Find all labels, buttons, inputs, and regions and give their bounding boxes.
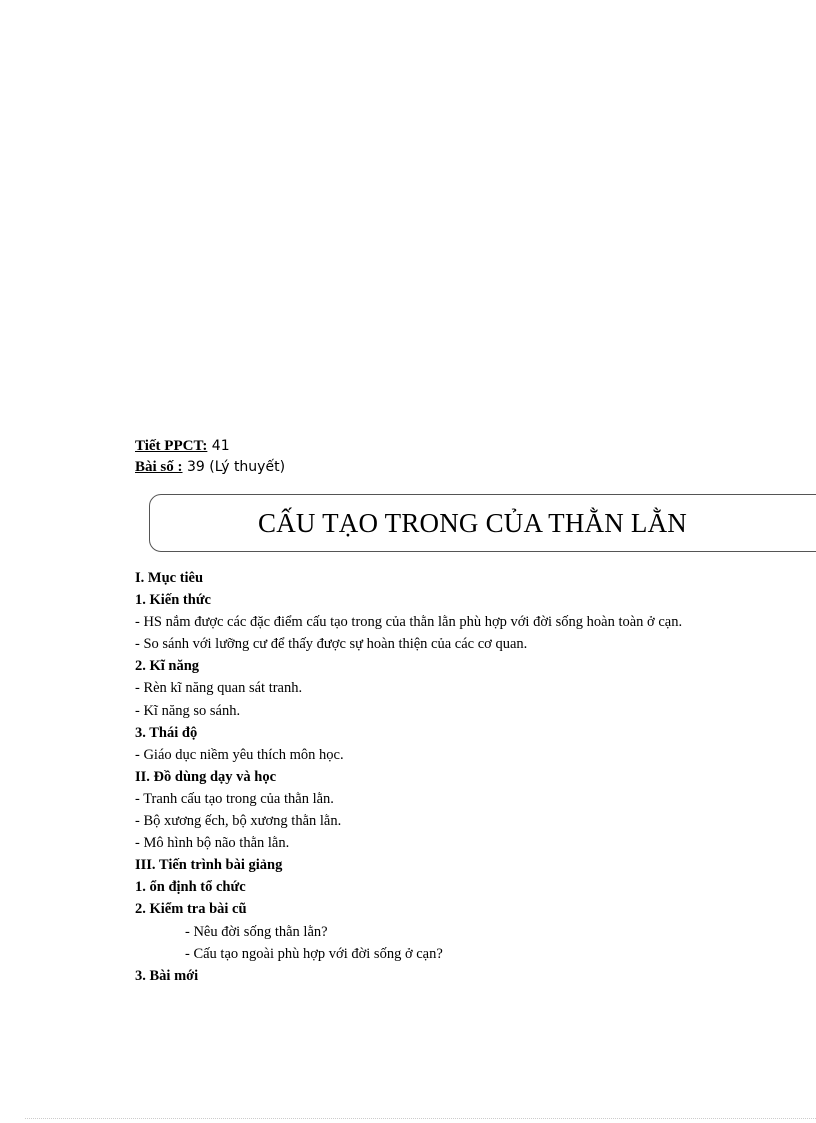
skills-item: - Kĩ năng so sánh. (135, 702, 241, 719)
page-title: CẤU TẠO TRONG CỦA THẰN LẰN (258, 508, 687, 538)
attitude-heading: 3. Thái độ (135, 724, 198, 741)
period-line (135, 436, 285, 457)
skills-heading: 2. Kĩ năng (135, 658, 200, 675)
materials-heading: II. Đồ dùng dạy và học (135, 768, 277, 785)
knowledge-heading: 1. Kiến thức (135, 592, 211, 609)
materials-item: - Tranh cấu tạo trong của thằn lằn. (135, 790, 334, 807)
stabilize-heading: 1. ổn định tổ chức (135, 879, 246, 896)
lesson-header (135, 436, 285, 478)
new-lesson-heading: 3. Bài mới (135, 967, 199, 984)
skills-item: - Rèn kĩ năng quan sát tranh. (135, 680, 303, 697)
page-bottom-divider (25, 1118, 816, 1119)
lesson-label: Bài số : (135, 459, 183, 475)
lesson-line (135, 457, 285, 478)
review-question: - Cấu tạo ngoài phù hợp với đời sống ở cạn? (185, 945, 443, 962)
process-heading: III. Tiến trình bài giảng (135, 857, 283, 874)
knowledge-item: - HS nắm được các đặc điểm cấu tạo trong của thằn lằn phù hợp với đời sống hoàn toàn ở cạn. (135, 614, 683, 631)
period-value: 41 (207, 438, 230, 454)
lesson-content (135, 567, 795, 987)
review-question: - Nêu đời sống thằn lằn? (185, 923, 328, 940)
review-heading: 2. Kiểm tra bài cũ (135, 901, 247, 918)
knowledge-item: - So sánh với lưỡng cư để thấy được sự hoàn thiện của các cơ quan. (135, 636, 528, 653)
materials-item: - Bộ xương ếch, bộ xương thằn lằn. (135, 813, 342, 830)
lesson-value: 39 (Lý thuyết) (182, 459, 286, 475)
objectives-heading: I. Mục tiêu (135, 570, 204, 586)
materials-item: - Mô hình bộ não thằn lằn. (135, 835, 290, 852)
period-label: Tiết PPCT: (135, 438, 208, 454)
title-box (149, 494, 816, 552)
attitude-item: - Giáo dục niềm yêu thích môn học. (135, 746, 344, 763)
